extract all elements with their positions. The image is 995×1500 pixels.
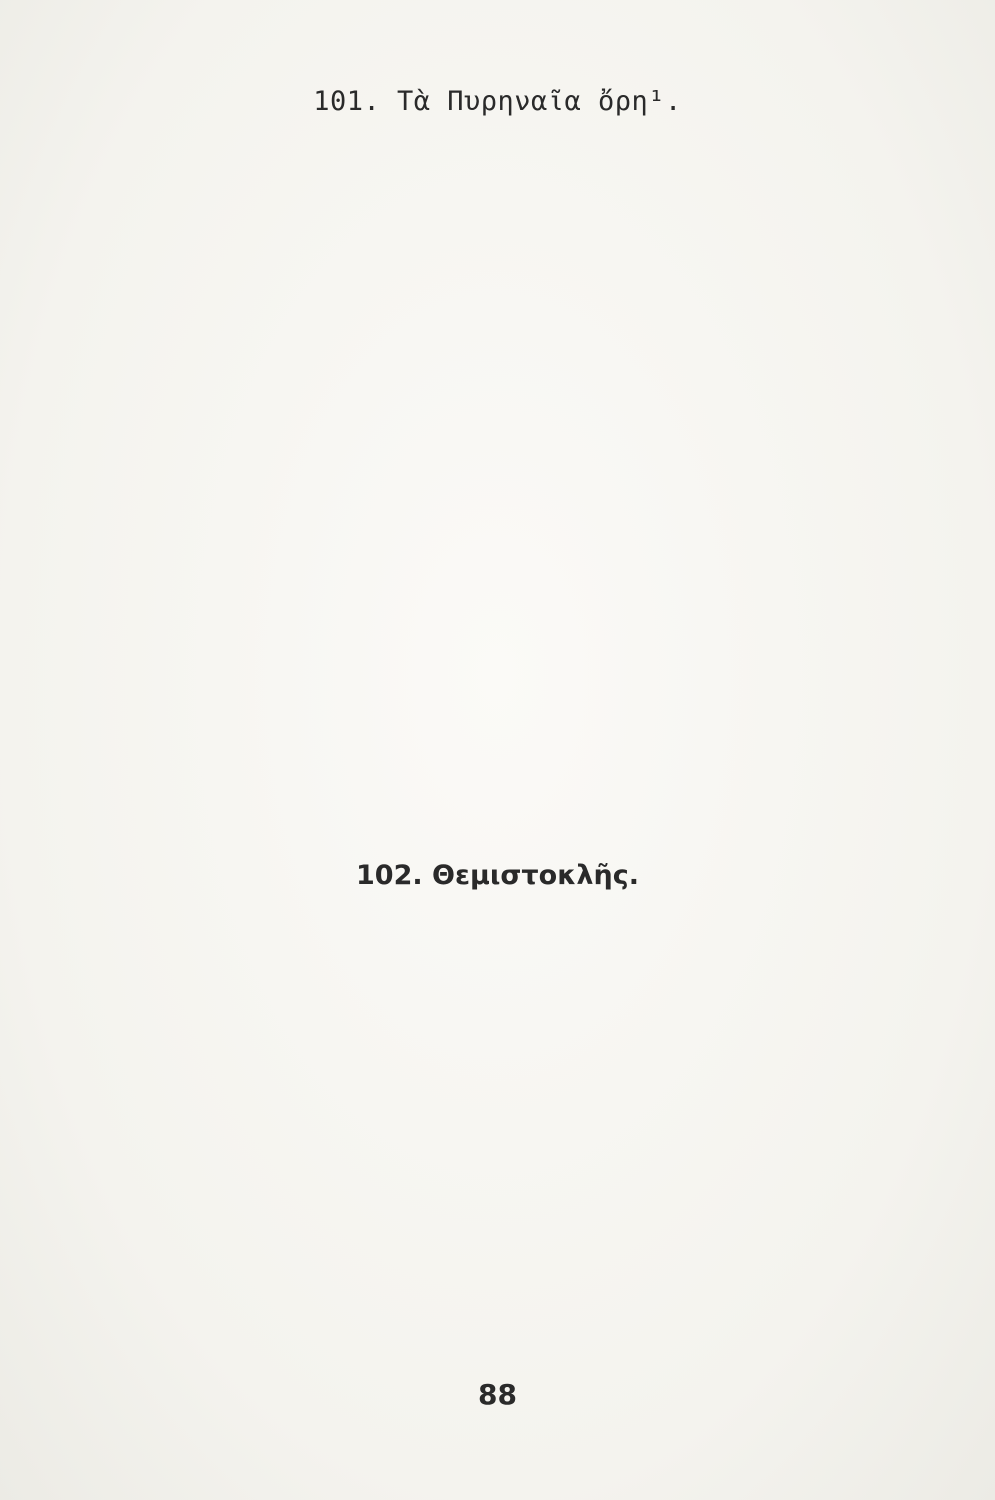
page-number: 88 bbox=[478, 1378, 517, 1411]
section-title-101: 101. Τὰ Πυρηναῖα ὄρη¹. bbox=[313, 86, 682, 117]
section-title-102: 102. Θεμιστοκλῆς. bbox=[356, 860, 639, 891]
